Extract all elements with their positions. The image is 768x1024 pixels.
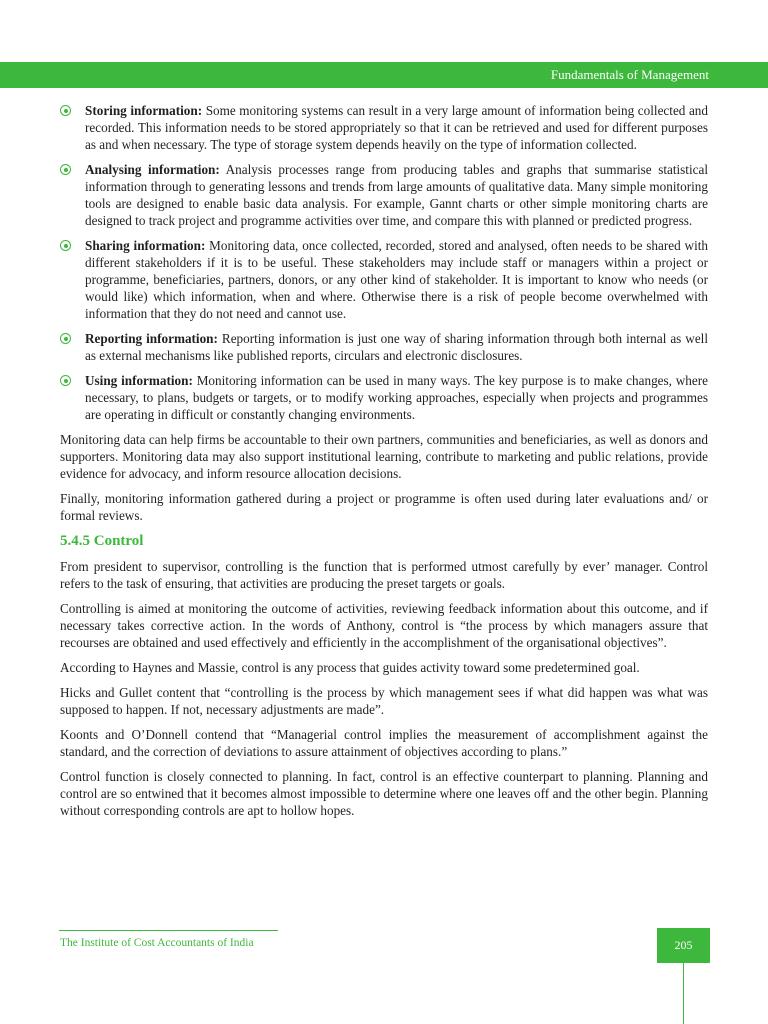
- footer-divider: [59, 930, 278, 931]
- footer-institute: The Institute of Cost Accountants of India: [60, 937, 254, 949]
- bullet-text: Monitoring data, once collected, recorded, stored and analysed, often needs to be shared with different stakeholders if it is to be useful. These stakeholders may include staff or managers within a project or programme, beneficiaries, partners, donors, or any other kind of stakeholder. It is important to know who needs (or would like) which information, when and where. Otherwise there is a risk of people become overwhelmed with information that they do not need and cannot use.: [85, 238, 709, 321]
- body-paragraph: According to Haynes and Massie, control is any process that guides activity toward some predetermined goal.: [60, 660, 640, 675]
- bullet-item-analysing: [60, 161, 708, 229]
- body-paragraph: Control function is closely connected to planning. In fact, control is an effective counterpart to planning. Planning and control are so entwined that it becomes almost impossible to determine where one leaves off and the other begin. Planning without corresponding controls are apt to hollow hopes.: [60, 769, 708, 818]
- section-heading: 5.4.5 Control: [60, 533, 144, 549]
- page-number: 205: [657, 928, 710, 963]
- page-content: [60, 102, 708, 827]
- bullet-term: Storing information:: [85, 103, 203, 118]
- bullet-list: [60, 102, 708, 423]
- bullet-text: Some monitoring systems can result in a very large amount of information being collected and recorded. This information needs to be stored appropriately so that it can be retrieved and used for different purposes as and when necessary. The type of storage system depends heavily on the type of information collected.: [85, 103, 708, 152]
- body-paragraph: Koonts and O’Donnell contend that “Managerial control implies the measurement of accomplishment against the standard, and the correction of deviations to assure attainment of objectives according to plans.”: [60, 727, 708, 759]
- bullet-term: Reporting information:: [85, 331, 218, 346]
- body-paragraph: Finally, monitoring information gathered during a project or programme is often used during later evaluations and/ or formal reviews.: [60, 491, 708, 523]
- body-paragraph: Monitoring data can help firms be accountable to their own partners, communities and beneficiaries, as well as donors and supporters. Monitoring data may also support institutional learning, contribute to marketing and public relations, provide evidence for advocacy, and inform resource allocation decisions.: [60, 432, 708, 481]
- circle-bullet-icon: [60, 375, 71, 386]
- bullet-item-using: [60, 372, 708, 423]
- bullet-item-reporting: [60, 330, 708, 364]
- bullet-term: Analysing information:: [85, 162, 220, 177]
- circle-bullet-icon: [60, 240, 71, 251]
- bullet-text: Reporting information is just one way of sharing information through both internal as well as external mechanisms like published reports, circulars and electronic disclosures.: [85, 331, 708, 363]
- circle-bullet-icon: [60, 333, 71, 344]
- bullet-text: Monitoring information can be used in many ways. The key purpose is to make changes, where necessary, to plans, budgets or targets, or to modify working approaches, especially when projects and programmes are operating in difficult or constantly changing environments.: [85, 373, 708, 422]
- circle-bullet-icon: [60, 105, 71, 116]
- bullet-item-sharing: [60, 237, 708, 322]
- page-number-rule: [683, 963, 684, 1024]
- bullet-term: Using information:: [85, 373, 193, 388]
- body-paragraph: Controlling is aimed at monitoring the outcome of activities, reviewing feedback information about this outcome, and if necessary takes corrective action. In the words of Anthony, control is “the process by which managers assure that recourses are obtained and used effectively and efficiently in the accomplishment of the organisational objectives”.: [60, 601, 708, 650]
- body-paragraph: Hicks and Gullet content that “controlling is the process by which management sees if what did happen was what was supposed to happen. If not, necessary adjustments are made”.: [60, 685, 708, 717]
- body-paragraph: From president to supervisor, controlling is the function that is performed utmost carefully by ever’ manager. Control refers to the task of ensuring, that activities are producing the preset targets or goals.: [60, 559, 708, 591]
- header-bar: [0, 62, 768, 88]
- running-header-title: Fundamentals of Management: [550, 67, 709, 82]
- bullet-text: Analysis processes range from producing tables and graphs that summarise statistical information through to generating lessons and trends from large amounts of qualitative data. Many simple monitoring tools are designed to enable basic data analysis. For example, Gannt charts or other simple monitoring charts are designed to track project and programme activities over time, and compare this with planned or predicted progress.: [85, 162, 709, 228]
- bullet-term: Sharing information:: [85, 238, 206, 253]
- circle-bullet-icon: [60, 164, 71, 175]
- bullet-item-storing: [60, 102, 708, 153]
